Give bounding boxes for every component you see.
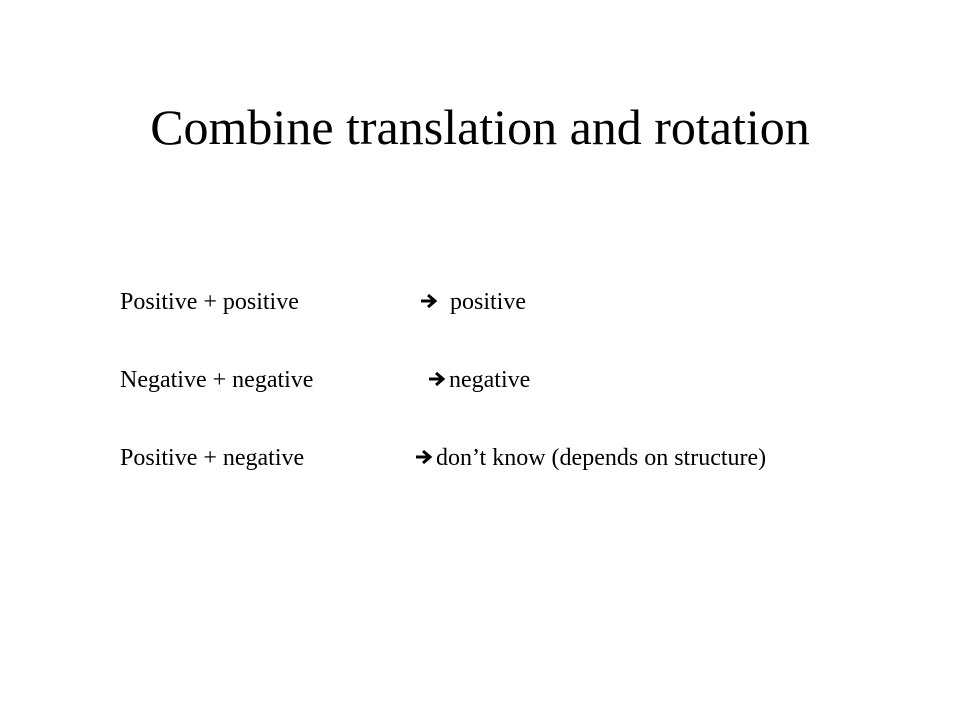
rule-result bbox=[420, 286, 526, 318]
rule-right-text: positive bbox=[450, 289, 526, 315]
rule-left-text: Positive + negative bbox=[120, 445, 305, 471]
slide-title: Combine translation and rotation bbox=[150, 99, 810, 155]
rule-right-text: don’t know (depends on structure) bbox=[436, 445, 767, 471]
arrow-right-icon bbox=[420, 293, 438, 309]
rule-result bbox=[415, 442, 766, 474]
arrow-right-icon bbox=[428, 371, 446, 387]
rule-left-text: Positive + positive bbox=[120, 289, 299, 315]
rule-left-text: Negative + negative bbox=[120, 367, 314, 393]
rule-right-text: negative bbox=[449, 367, 531, 393]
rule-result bbox=[428, 364, 530, 396]
arrow-right-icon bbox=[415, 449, 433, 465]
